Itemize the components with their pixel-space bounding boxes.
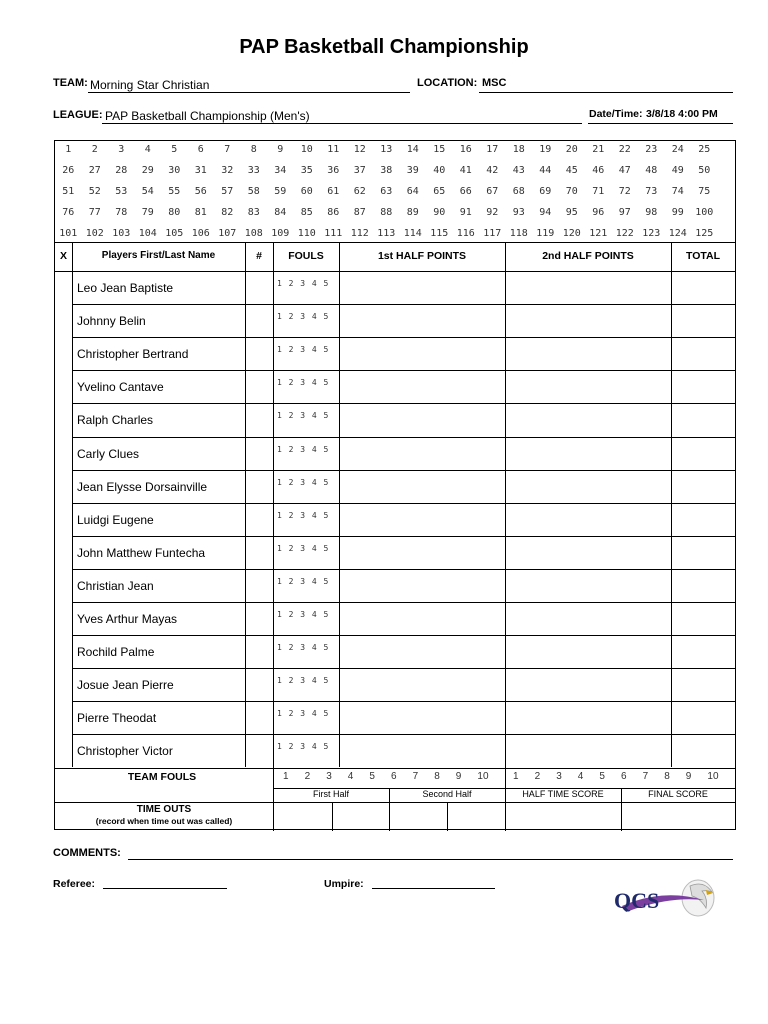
score-number[interactable]: 35 xyxy=(300,165,313,176)
score-number[interactable]: 112 xyxy=(350,228,369,239)
score-number[interactable]: 78 xyxy=(115,207,128,218)
score-number[interactable]: 81 xyxy=(194,207,207,218)
foul-marks[interactable]: 1 2 3 4 5 xyxy=(277,444,330,454)
score-number[interactable]: 116 xyxy=(456,228,475,239)
header-x: X xyxy=(59,250,67,262)
score-number[interactable]: 44 xyxy=(539,165,552,176)
team-label: TEAM: xyxy=(53,77,88,89)
time-outs-label: TIME OUTS xyxy=(136,804,192,815)
player-name: Christopher Bertrand xyxy=(77,347,189,362)
score-number[interactable]: 20 xyxy=(565,144,578,155)
foul-marks[interactable]: 1 2 3 4 5 xyxy=(277,676,330,686)
score-number[interactable]: 23 xyxy=(645,144,658,155)
score-number[interactable]: 48 xyxy=(645,165,658,176)
score-number[interactable]: 115 xyxy=(430,228,449,239)
score-number[interactable]: 54 xyxy=(141,186,154,197)
score-number[interactable]: 49 xyxy=(671,165,684,176)
score-number[interactable]: 117 xyxy=(483,228,502,239)
team-foul-mark[interactable]: 5 xyxy=(369,771,375,782)
score-number[interactable]: 90 xyxy=(433,207,446,218)
score-number[interactable]: 104 xyxy=(138,228,157,239)
score-number[interactable]: 106 xyxy=(191,228,210,239)
team-foul-mark[interactable]: 7 xyxy=(412,771,419,782)
score-number[interactable]: 91 xyxy=(459,207,472,218)
score-number[interactable]: 85 xyxy=(300,207,313,218)
col-divider xyxy=(389,788,390,831)
score-number[interactable]: 39 xyxy=(406,165,419,176)
score-number[interactable]: 36 xyxy=(327,165,340,176)
score-number[interactable]: 66 xyxy=(459,186,472,197)
score-number[interactable]: 124 xyxy=(668,228,687,239)
player-name: Rochild Palme xyxy=(77,645,155,660)
datetime-underline xyxy=(588,123,733,124)
score-number[interactable]: 53 xyxy=(115,186,128,197)
score-number[interactable]: 96 xyxy=(592,207,605,218)
final-score-label: FINAL SCORE xyxy=(648,789,708,799)
score-number[interactable]: 107 xyxy=(218,228,237,239)
timeout-box-divider xyxy=(332,802,333,831)
team-underline xyxy=(88,92,410,93)
row-line xyxy=(72,470,735,471)
score-number[interactable]: 3 xyxy=(118,144,125,155)
datetime-value[interactable]: 3/8/18 4:00 PM xyxy=(646,108,718,120)
score-number[interactable]: 10 xyxy=(300,144,313,155)
team-foul-mark[interactable]: 4 xyxy=(347,771,354,782)
score-number[interactable]: 73 xyxy=(645,186,658,197)
team-foul-mark[interactable]: 9 xyxy=(455,771,462,782)
score-number[interactable]: 41 xyxy=(459,165,472,176)
score-number[interactable]: 80 xyxy=(168,207,181,218)
score-number[interactable]: 4 xyxy=(144,144,151,155)
score-number[interactable]: 33 xyxy=(247,165,260,176)
referee-label: Referee: xyxy=(53,878,96,890)
score-number[interactable]: 32 xyxy=(221,165,234,176)
score-row xyxy=(55,181,735,202)
score-row xyxy=(55,139,735,160)
team-foul-mark[interactable]: 8 xyxy=(664,771,670,782)
score-number[interactable]: 121 xyxy=(589,228,608,239)
score-row xyxy=(55,202,735,223)
score-number[interactable]: 118 xyxy=(509,228,528,239)
score-number[interactable]: 95 xyxy=(565,207,578,218)
player-name: Luidgi Eugene xyxy=(77,512,154,527)
qcs-eagle-logo xyxy=(612,876,716,924)
score-number[interactable]: 43 xyxy=(512,165,525,176)
score-number[interactable]: 31 xyxy=(194,165,207,176)
row-line xyxy=(72,370,735,371)
player-name: John Matthew Funtecha xyxy=(77,545,206,560)
league-label: LEAGUE: xyxy=(53,109,103,121)
score-number[interactable]: 59 xyxy=(274,186,287,197)
score-number[interactable]: 76 xyxy=(62,207,75,218)
score-number[interactable]: 125 xyxy=(695,228,714,239)
team-foul-mark[interactable]: 2 xyxy=(534,771,541,782)
score-number[interactable]: 97 xyxy=(618,207,631,218)
league-value[interactable]: PAP Basketball Championship (Men's) xyxy=(105,109,310,123)
half-time-score-label: HALF TIME SCORE xyxy=(522,789,604,799)
score-number[interactable]: 110 xyxy=(297,228,316,239)
score-number[interactable]: 57 xyxy=(221,186,234,197)
player-name: Ralph Charles xyxy=(77,413,154,428)
foul-marks[interactable]: 1 2 3 4 5 xyxy=(277,345,330,355)
score-number[interactable]: 6 xyxy=(197,144,204,155)
score-number[interactable]: 94 xyxy=(539,207,552,218)
row-line xyxy=(72,569,735,570)
foul-marks[interactable]: 1 2 3 4 5 xyxy=(277,312,330,322)
score-number[interactable]: 19 xyxy=(539,144,552,155)
score-number[interactable]: 123 xyxy=(642,228,661,239)
foul-marks[interactable]: 1 2 3 4 5 xyxy=(277,510,330,520)
player-name: Pierre Theodat xyxy=(77,711,157,726)
score-number[interactable]: 7 xyxy=(224,144,231,155)
score-number[interactable]: 88 xyxy=(380,207,393,218)
score-number[interactable]: 30 xyxy=(168,165,181,176)
team-fouls-label: TEAM FOULS xyxy=(127,771,197,783)
score-number[interactable]: 55 xyxy=(168,186,181,197)
score-number[interactable]: 75 xyxy=(698,186,711,197)
score-number[interactable]: 92 xyxy=(486,207,499,218)
score-number[interactable]: 46 xyxy=(592,165,605,176)
score-number[interactable]: 119 xyxy=(536,228,555,239)
row-line xyxy=(72,403,735,404)
col-divider xyxy=(339,242,340,767)
foul-marks[interactable]: 1 2 3 4 5 xyxy=(277,378,330,388)
col-divider xyxy=(72,242,73,767)
league-underline xyxy=(102,123,582,124)
col-divider xyxy=(245,242,246,767)
location-underline xyxy=(479,92,733,93)
team-foul-mark[interactable]: 1 xyxy=(283,771,289,782)
row-line xyxy=(72,536,735,537)
team-foul-mark[interactable]: 1 xyxy=(513,771,519,782)
score-number[interactable]: 38 xyxy=(380,165,393,176)
foul-marks[interactable]: 1 2 3 4 5 xyxy=(277,709,330,719)
score-number[interactable]: 24 xyxy=(671,144,684,155)
time-outs-note: (record when time out was called) xyxy=(95,816,233,826)
row-line xyxy=(72,602,735,603)
score-number[interactable]: 67 xyxy=(486,186,499,197)
score-number[interactable]: 5 xyxy=(171,144,178,155)
score-number[interactable]: 62 xyxy=(353,186,366,197)
team-foul-mark[interactable]: 3 xyxy=(556,771,562,782)
score-number[interactable]: 37 xyxy=(353,165,366,176)
row-line xyxy=(72,503,735,504)
score-number[interactable]: 108 xyxy=(244,228,263,239)
score-number[interactable]: 99 xyxy=(671,207,684,218)
player-name: Leo Jean Baptiste xyxy=(77,281,174,295)
team-foul-mark[interactable]: 4 xyxy=(577,771,584,782)
player-name: Christopher Victor xyxy=(77,744,173,759)
score-number[interactable]: 27 xyxy=(88,165,101,176)
score-number[interactable]: 89 xyxy=(406,207,419,218)
player-name: Yves Arthur Mayas xyxy=(77,612,178,626)
col-divider xyxy=(621,788,622,831)
team-foul-mark[interactable]: 6 xyxy=(391,771,397,782)
score-number[interactable]: 18 xyxy=(512,144,525,155)
timeouts-top-line xyxy=(55,802,735,803)
header-second-half: 2nd HALF POINTS xyxy=(542,250,634,262)
score-row xyxy=(55,160,735,181)
score-number[interactable]: 1 xyxy=(65,144,72,155)
header-first-half: 1st HALF POINTS xyxy=(377,250,467,262)
score-number[interactable]: 28 xyxy=(115,165,128,176)
header-number: # xyxy=(256,250,262,262)
player-name: Jean Elysse Dorsainville xyxy=(77,479,208,494)
score-number[interactable]: 34 xyxy=(274,165,287,176)
foul-marks[interactable]: 1 2 3 4 5 xyxy=(277,742,330,752)
row-line xyxy=(72,635,735,636)
header-bottom-line xyxy=(55,271,735,272)
player-name: Josue Jean Pierre xyxy=(77,678,174,693)
score-number[interactable]: 13 xyxy=(380,144,393,155)
header-fouls: FOULS xyxy=(288,250,324,262)
foul-marks[interactable]: 1 2 3 4 5 xyxy=(277,610,330,619)
score-number[interactable]: 109 xyxy=(271,228,290,239)
team-foul-mark[interactable]: 10 xyxy=(477,771,489,782)
player-name: Yvelino Cantave xyxy=(77,380,164,395)
score-number[interactable]: 26 xyxy=(62,165,75,176)
score-number[interactable]: 83 xyxy=(247,207,260,218)
score-number[interactable]: 11 xyxy=(327,144,340,155)
foul-marks[interactable]: 1 2 3 4 5 xyxy=(277,477,330,487)
location-value[interactable]: MSC xyxy=(482,77,507,89)
score-number[interactable]: 77 xyxy=(88,207,101,218)
comments-label: COMMENTS: xyxy=(53,847,121,859)
row-line xyxy=(72,337,735,338)
score-number[interactable]: 103 xyxy=(112,228,131,239)
second-half-label: Second Half xyxy=(422,789,472,799)
score-number[interactable]: 102 xyxy=(85,228,104,239)
score-number[interactable]: 63 xyxy=(380,186,393,197)
score-number[interactable]: 86 xyxy=(327,207,340,218)
row-line xyxy=(72,734,735,735)
score-number[interactable]: 68 xyxy=(512,186,525,197)
umpire-label: Umpire: xyxy=(324,878,364,890)
score-number[interactable]: 98 xyxy=(645,207,658,218)
foul-marks[interactable]: 1 2 3 4 5 xyxy=(277,643,330,653)
score-number[interactable]: 105 xyxy=(165,228,184,239)
score-number[interactable]: 51 xyxy=(62,186,75,197)
row-line xyxy=(72,701,735,702)
team-foul-mark[interactable]: 10 xyxy=(707,771,719,782)
score-number[interactable]: 111 xyxy=(324,228,343,239)
running-score-grid xyxy=(55,141,735,243)
row-line xyxy=(72,668,735,669)
team-foul-mark[interactable]: 5 xyxy=(599,771,605,782)
score-number[interactable]: 25 xyxy=(698,144,711,155)
score-number[interactable]: 87 xyxy=(353,207,366,218)
score-number[interactable]: 113 xyxy=(377,228,396,239)
row-line xyxy=(72,304,735,305)
col-divider xyxy=(671,242,672,767)
page-title: PAP Basketball Championship xyxy=(239,36,529,58)
score-number[interactable]: 70 xyxy=(565,186,578,197)
score-number[interactable]: 45 xyxy=(565,165,578,176)
score-number[interactable]: 17 xyxy=(486,144,499,155)
score-number[interactable]: 82 xyxy=(221,207,234,218)
score-row xyxy=(55,223,735,244)
header-name: Players First/Last Name xyxy=(101,250,216,261)
team-foul-mark[interactable]: 3 xyxy=(326,771,332,782)
score-number[interactable]: 47 xyxy=(618,165,631,176)
score-number[interactable]: 74 xyxy=(671,186,684,197)
header-top-line xyxy=(55,242,735,243)
team-value[interactable]: Morning Star Christian xyxy=(90,78,210,92)
location-label: LOCATION: xyxy=(417,77,478,89)
team-foul-mark[interactable]: 8 xyxy=(434,771,440,782)
score-number[interactable]: 16 xyxy=(459,144,472,155)
score-number[interactable]: 22 xyxy=(618,144,631,155)
score-number[interactable]: 14 xyxy=(406,144,419,155)
score-number[interactable]: 60 xyxy=(300,186,313,197)
score-number[interactable]: 8 xyxy=(250,144,257,155)
score-number[interactable]: 15 xyxy=(433,144,446,155)
player-name: Carly Clues xyxy=(77,446,140,461)
score-number[interactable]: 9 xyxy=(277,144,284,155)
team-foul-mark[interactable]: 2 xyxy=(304,771,311,782)
score-number[interactable]: 93 xyxy=(512,207,525,218)
score-number[interactable]: 79 xyxy=(141,207,154,218)
header-total: TOTAL xyxy=(685,250,721,262)
foul-marks[interactable]: 1 2 3 4 5 xyxy=(277,576,330,586)
score-number[interactable]: 65 xyxy=(433,186,446,197)
foul-marks[interactable]: 1 2 3 4 5 xyxy=(277,543,330,553)
score-number[interactable]: 84 xyxy=(274,207,287,218)
score-number[interactable]: 42 xyxy=(486,165,499,176)
score-number[interactable]: 101 xyxy=(59,228,78,239)
umpire-field[interactable] xyxy=(372,888,495,889)
timeout-box-divider xyxy=(447,802,448,831)
datetime-label: Date/Time: xyxy=(589,108,643,120)
foul-marks[interactable]: 1 2 3 4 5 xyxy=(277,411,330,421)
score-number[interactable]: 114 xyxy=(403,228,422,239)
team-foul-mark[interactable]: 6 xyxy=(621,771,627,782)
score-number[interactable]: 120 xyxy=(562,228,581,239)
score-number[interactable]: 50 xyxy=(698,165,711,176)
score-number[interactable]: 69 xyxy=(539,186,552,197)
score-number[interactable]: 29 xyxy=(141,165,154,176)
score-number[interactable]: 12 xyxy=(353,144,366,155)
score-number[interactable]: 100 xyxy=(695,207,714,218)
referee-field[interactable] xyxy=(103,888,227,889)
score-number[interactable]: 61 xyxy=(327,186,340,197)
team-foul-mark[interactable]: 7 xyxy=(642,771,649,782)
score-number[interactable]: 122 xyxy=(615,228,634,239)
score-number[interactable]: 2 xyxy=(91,144,98,155)
score-number[interactable]: 21 xyxy=(592,144,605,155)
row-line xyxy=(55,768,735,769)
score-number[interactable]: 56 xyxy=(194,186,207,197)
score-number[interactable]: 71 xyxy=(592,186,605,197)
foul-marks[interactable]: 1 2 3 4 5 xyxy=(277,279,330,288)
first-half-label: First Half xyxy=(313,789,349,799)
team-foul-mark[interactable]: 9 xyxy=(685,771,692,782)
score-number[interactable]: 52 xyxy=(88,186,101,197)
score-number[interactable]: 72 xyxy=(618,186,631,197)
score-number[interactable]: 58 xyxy=(247,186,260,197)
score-number[interactable]: 64 xyxy=(406,186,419,197)
score-number[interactable]: 40 xyxy=(433,165,446,176)
player-name: Christian Jean xyxy=(77,578,154,593)
logo-text: QCS xyxy=(614,888,660,913)
comments-field[interactable] xyxy=(128,859,733,860)
scoresheet xyxy=(54,140,736,830)
row-line xyxy=(72,437,735,438)
player-name: Johnny Belin xyxy=(77,314,146,329)
